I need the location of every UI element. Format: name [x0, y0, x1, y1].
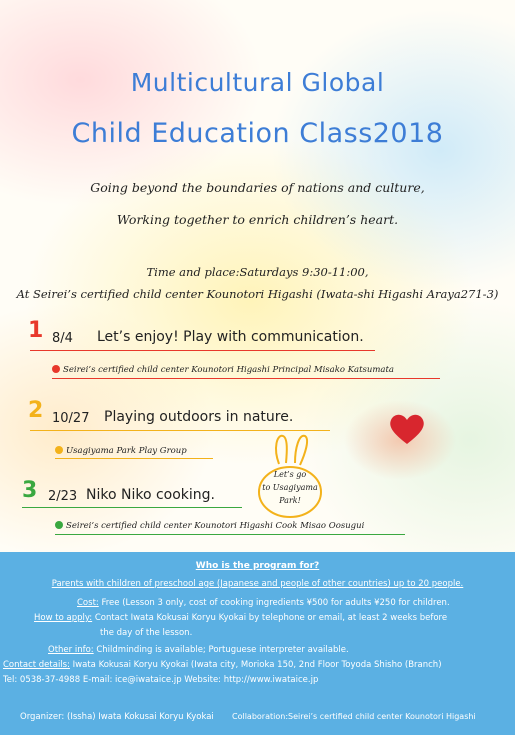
apply-row: How to apply: Contact Iwata Kokusai Koryu Kyokai by telephone or email, at least 2 weeks before: [34, 613, 448, 623]
audience-text: Parents with children of preschool age (Japanese and people of other countries) up to 20 people.: [51, 579, 464, 589]
session-1-venue: Seirei’s certified child center Kounotori Higashi Principal Misako Katsumata: [52, 365, 394, 375]
heart-icon: [388, 412, 426, 446]
collaboration-row: Collaboration:Seirei’s certified child center Kounotori Higashi: [232, 712, 476, 721]
apply-row-2: the day of the lesson.: [100, 628, 193, 638]
title-line-1: Multicultural Global: [130, 68, 385, 97]
details-panel: [0, 552, 515, 735]
tagline-line-1: Going beyond the boundaries of nations and culture,: [90, 180, 425, 195]
audience-heading: Who is the program for?: [195, 561, 320, 571]
session-3-underline: [22, 507, 242, 508]
session-1-underline: [30, 350, 375, 351]
time-place-line-2: At Seirei’s certified child center Kounotori Higashi (Iwata-shi Higashi Araya271-3): [16, 287, 499, 301]
bunny-speech: Let’s go to Usagiyama Park!: [262, 470, 318, 505]
tagline-line-2: Working together to enrich children’s heart.: [116, 212, 399, 227]
session-1-date: 8/4: [52, 331, 73, 346]
session-3-title: Niko Niko cooking.: [86, 487, 216, 503]
session-3-venue-underline: [55, 534, 405, 535]
contact-row: Contact details: Iwata Kokusai Koryu Kyokai (Iwata city, Morioka 150, 2nd Floor Toyoda Shisho (Branch): [3, 660, 442, 670]
session-2-venue-underline: [55, 458, 213, 459]
yellow-dot-icon: [55, 446, 63, 454]
time-place-line-1: Time and place:Saturdays 9:30-11:00,: [146, 265, 369, 279]
session-3-date: 2/23: [48, 489, 78, 504]
other-info-row: Other info: Childminding is available; Portuguese interpreter available.: [48, 645, 349, 655]
session-1-number: 1: [28, 318, 44, 343]
contact-row-2: Tel: 0538-37-4988 E-mail: ice@iwataice.jp Website: http://www.iwataice.jp: [3, 675, 319, 685]
red-dot-icon: [52, 365, 60, 373]
session-2-date: 10/27: [52, 411, 90, 426]
session-3-number: 3: [22, 478, 38, 503]
organizer-row: Organizer: (Issha) Iwata Kokusai Koryu Kyokai: [20, 712, 214, 722]
title-line-2: Child Education Class2018: [71, 118, 444, 149]
session-2-venue: Usagiyama Park Play Group: [55, 446, 187, 456]
session-2-title: Playing outdoors in nature.: [104, 409, 294, 425]
session-3-venue: Seirei’s certified child center Kounotori Higashi Cook Misao Oosugui: [55, 521, 364, 531]
green-dot-icon: [55, 521, 63, 529]
cost-row: Cost: Free (Lesson 3 only, cost of cooking ingredients ¥500 for adults ¥250 for children.: [77, 598, 450, 608]
session-1-title: Let’s enjoy! Play with communication.: [97, 329, 364, 345]
session-1-venue-underline: [52, 378, 440, 379]
session-2-number: 2: [28, 398, 44, 423]
